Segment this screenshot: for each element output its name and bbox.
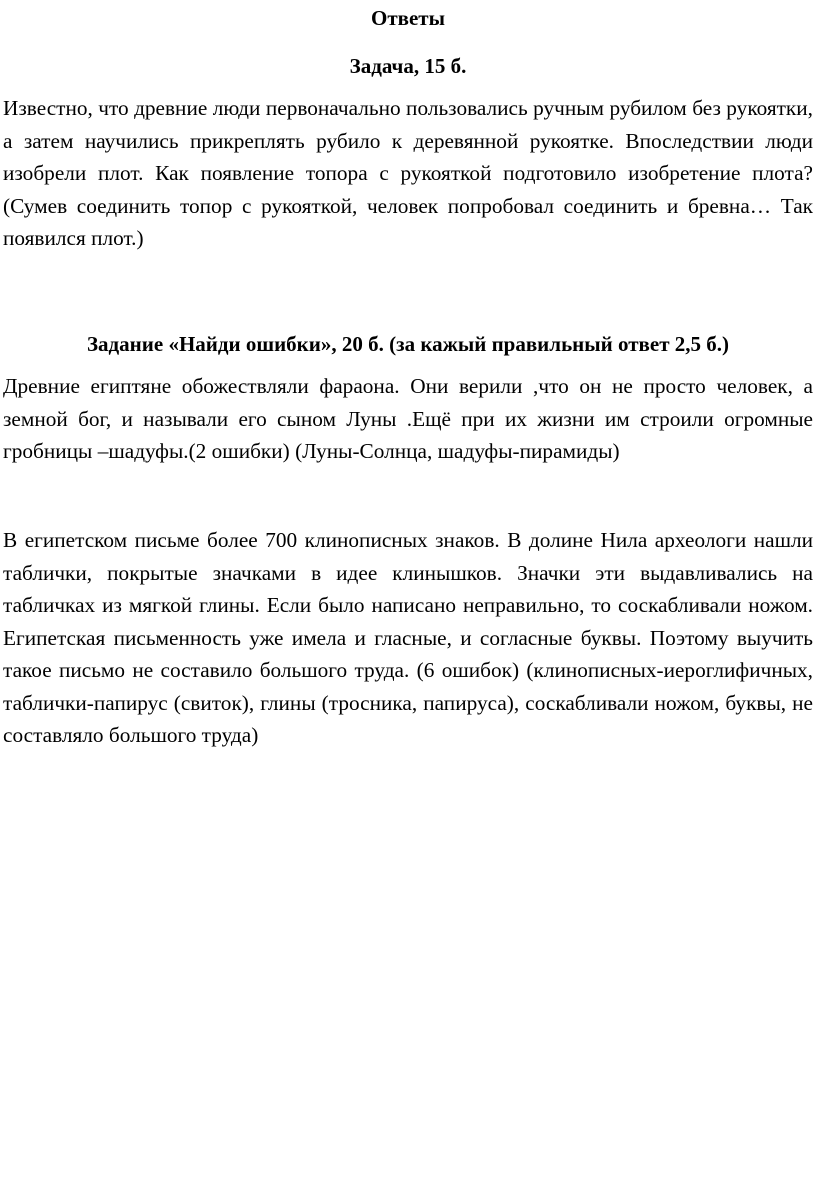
task-heading: Задача, 15 б.: [349, 54, 467, 78]
errors-paragraph-1: Древние египтяне обожествляли фараона. Они верили ,что он не просто человек, а земной бог, и называли его сыном Луны .Ещё при их жизни им строили огромные гробницы –шадуфы.(2 ошибки) (Луны-Солнца, шадуфы-пирамиды): [3, 374, 813, 463]
task-paragraph: Известно, что древние люди первоначально пользовались ручным рубилом без рукоятки, а затем научились прикреплять рубило к деревянной рукоятке. Впоследствии люди изобрели плот. Как появление топора с рукояткой подготовило изобретение плота? (Сумев соединить топор с рукояткой, человек попробовал соединить и бревна… Так появился плот.): [3, 96, 813, 250]
errors-paragraph-2: В египетском письме более 700 клинописных знаков. В долине Нила археологи нашли таблички, покрытые значками в идее клинышков. Значки эти выдавливались на табличках из мягкой глины. Если было написано неправильно, то соскабливали ножом. Египетская письменность уже имела и гласные, и согласные буквы. Поэтому выучить такое письмо не составило большого труда. (6 ошибок) (клинописных-иероглифичных, таблички-папирус (свиток), глины (тросника, папируса), соскабливали ножом, буквы, не составляло большого труда): [3, 528, 813, 747]
errors-heading: Задание «Найди ошибки», 20 б. (за кажый правильный ответ 2,5 б.): [86, 332, 730, 356]
document-heading: Ответы: [370, 6, 446, 30]
